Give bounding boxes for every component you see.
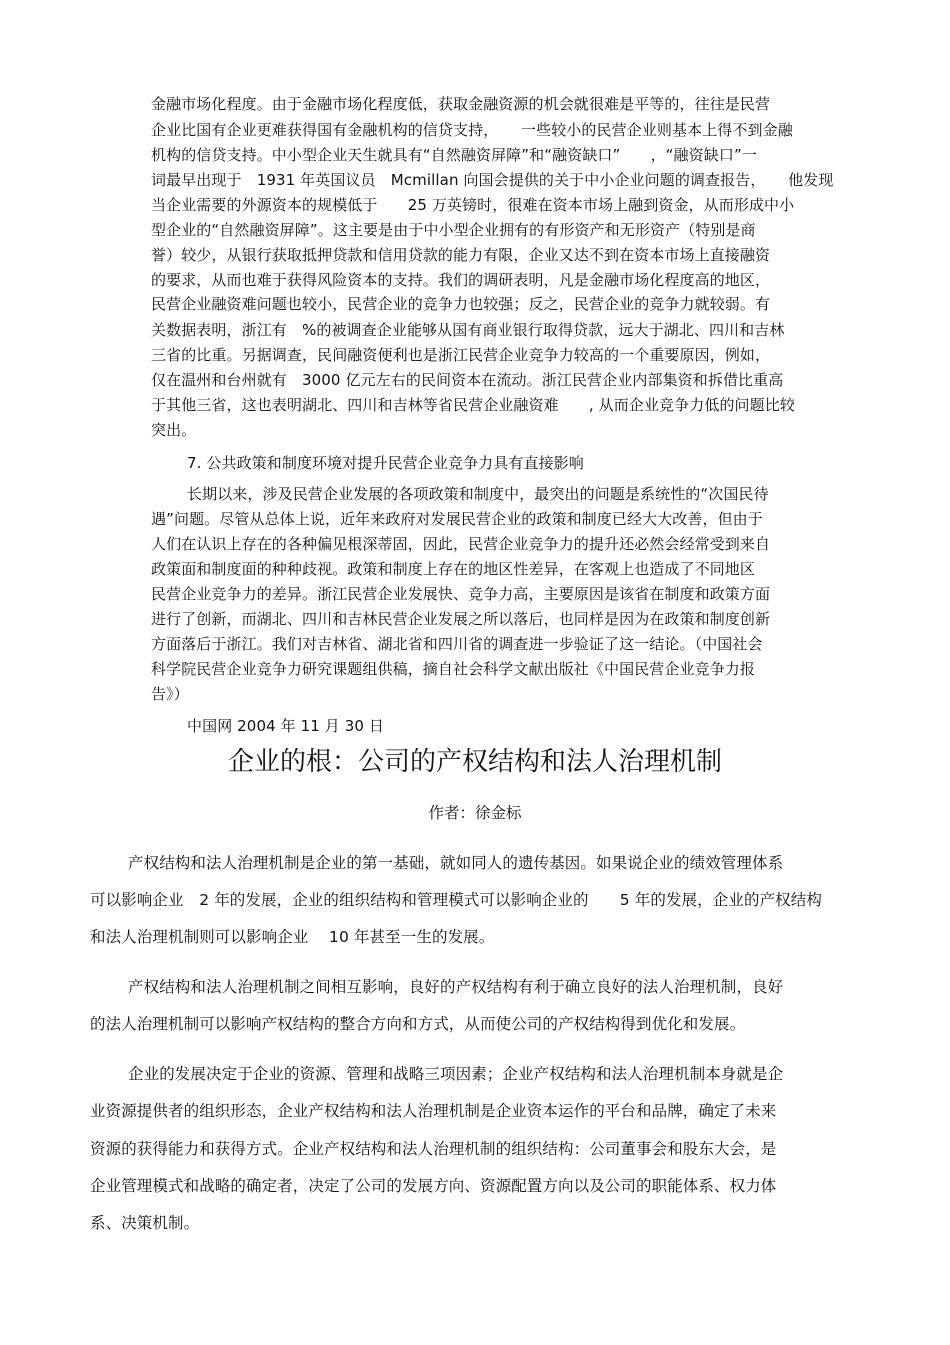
text-line: 仅在温州和台州就有 3000 亿元左右的民间资本在流动。浙江民营企业内部集资和拆借比重高 bbox=[151, 371, 784, 389]
text-line: 当企业需要的外源资本的规模低于 25 万英镑时，很难在资本市场上融到资金，从而形成中小 bbox=[151, 196, 795, 214]
text-line: 告》） bbox=[151, 685, 189, 703]
text-line: 民营企业融资难问题也较小，民营企业的竞争力也较强；反之，民营企业的竞争力就较弱。有 bbox=[151, 295, 771, 313]
source-date: 中国网 2004 年 11 月 30 日 bbox=[187, 717, 384, 735]
text-line: 系、决策机制。 bbox=[90, 1214, 200, 1232]
article-author: 作者：徐金标 bbox=[428, 804, 522, 822]
text-line: 方面落后于浙江。我们对吉林省、湖北省和四川省的调查进一步验证了这一结论。（中国社会 bbox=[151, 635, 763, 653]
text-line: 型企业的“自然融资屏障”。这主要是由于中小型企业拥有的有形资产和无形资产（特别是商 bbox=[151, 221, 756, 239]
text-line: 机构的信贷支持。中小型企业天生就具有“自然融资屏障”和“融资缺口” ，“融资缺口”一 bbox=[151, 146, 757, 164]
text-line: 遇”问题。尽管从总体上说，近年来政府对发展民营企业的政策和制度已经大大改善，但由于 bbox=[151, 510, 763, 528]
text-line: 产权结构和法人治理机制之间相互影响，良好的产权结构有利于确立良好的法人治理机制，良好 bbox=[128, 978, 784, 996]
text-line: 业资源提供者的组织形态，企业产权结构和法人治理机制是企业资本运作的平台和品牌，确定了未来 bbox=[90, 1102, 777, 1120]
text-line: 进行了创新，而湖北、四川和吉林民营企业发展之所以落后，也同样是因为在政策和制度创新 bbox=[151, 610, 771, 628]
section-heading: 7. 公共政策和制度环境对提升民营企业竞争力具有直接影响 bbox=[187, 454, 584, 472]
text-line: 产权结构和法人治理机制是企业的第一基础，就如同人的遗传基因。如果说企业的绩效管理体系 bbox=[128, 854, 784, 872]
text-line: 三省的比重。另据调查，民间融资便利也是浙江民营企业竞争力较高的一个重要原因，例如， bbox=[151, 346, 771, 364]
article-title: 企业的根：公司的产权结构和法人治理机制 bbox=[227, 747, 722, 777]
text-line: 关数据表明，浙江有 %的被调查企业能够从国有商业银行取得贷款，远大于湖北、四川和吉林 bbox=[151, 321, 785, 339]
text-line: 资源的获得能力和获得方式。企业产权结构和法人治理机制的组织结构：公司董事会和股东大会，是 bbox=[90, 1140, 777, 1158]
text-line: 政策面和制度面的种种歧视。政策和制度上存在的地区性差异，在客观上也造成了不同地区 bbox=[151, 560, 756, 578]
text-line: 和法人治理机制则可以影响企业 10 年甚至一生的发展。 bbox=[90, 928, 495, 946]
text-line: 长期以来，涉及民营企业发展的各项政策和制度中，最突出的问题是系统性的“次国民待 bbox=[187, 485, 769, 503]
text-line: 金融市场化程度。由于金融市场化程度低，获取金融资源的机会就很难是平等的，往往是民营 bbox=[151, 95, 771, 113]
text-line: 于其他三省，这也表明湖北、四川和吉林等省民营企业融资难 , 从而企业竞争力低的问题比较 bbox=[151, 396, 795, 414]
text-line: 的法人治理机制可以影响产权结构的整合方向和方式，从而使公司的产权结构得到优化和发展。 bbox=[90, 1015, 746, 1033]
text-line: 人们在认识上存在的各种偏见根深蒂固，因此，民营企业竞争力的提升还必然会经常受到来自 bbox=[151, 535, 771, 553]
text-line: 的要求，从而也难于获得风险资本的支持。我们的调研表明，凡是金融市场化程度高的地区， bbox=[151, 271, 771, 289]
text-line: 科学院民营企业竞争力研究课题组供稿，摘自社会科学文献出版社《中国民营企业竞争力报 bbox=[151, 660, 756, 678]
text-line: 词最早出现于 1931 年英国议员 Mcmillan 向国会提供的关于中小企业问题的调查报告， 他发现 bbox=[151, 171, 834, 189]
text-line: 企业管理模式和战略的确定者，决定了公司的发展方向、资源配置方向以及公司的职能体系、权力体 bbox=[90, 1177, 777, 1195]
text-line: 誉）较少，从银行获取抵押贷款和信用贷款的能力有限，企业又达不到在资本市场上直接融资 bbox=[151, 246, 771, 264]
text-line: 可以影响企业 2 年的发展，企业的组织结构和管理模式可以影响企业的 5 年的发展，企业的产权结构 bbox=[90, 891, 822, 909]
text-line: 突出。 bbox=[151, 421, 197, 439]
text-line: 企业的发展决定于企业的资源、管理和战略三项因素；企业产权结构和法人治理机制本身就是企 bbox=[128, 1065, 784, 1083]
text-line: 民营企业竞争力的差异。浙江民营企业发展快、竞争力高，主要原因是该省在制度和政策方面 bbox=[151, 585, 771, 603]
text-line: 企业比国有企业更难获得国有金融机构的信贷支持， 一些较小的民营企业则基本上得不到金融 bbox=[151, 121, 793, 139]
